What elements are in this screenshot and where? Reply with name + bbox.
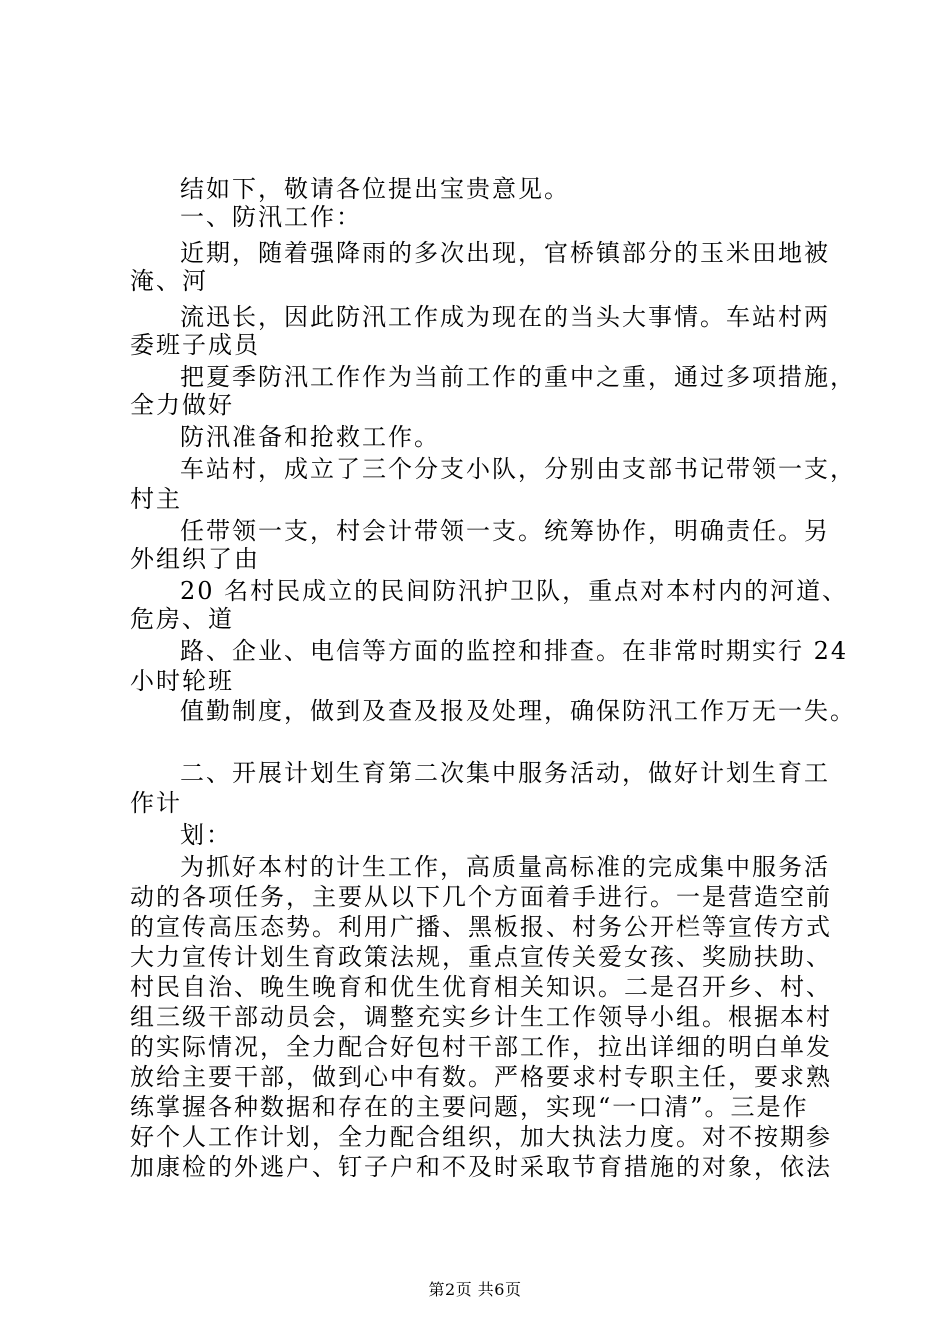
section-heading: 作计 [130,789,182,817]
text-line: 流迅长，因此防汛工作成为现在的当头大事情。车站村两 [180,303,830,331]
section-heading: 二、开展计划生育第二次集中服务活动，做好计划生育工 [180,759,830,787]
text-line: 把夏季防汛工作作为当前工作的重中之重，通过多项措施， [180,363,856,391]
text-line: 练掌握各种数据和存在的主要问题，实现“一口清”。三是作 [130,1093,809,1121]
text-line: 委班子成员 [130,331,260,359]
text-line: 为抓好本村的计生工作，高质量高标准的完成集中服务活 [180,853,830,881]
text-line: 结如下，敬请各位提出宝贵意见。 [180,175,570,203]
section-heading: 一、防汛工作： [180,203,362,231]
text-line: 外组织了由 [130,545,260,573]
text-line: 车站村，成立了三个分支小队，分别由支部书记带领一支， [180,455,856,483]
text-line: 任带领一支，村会计带领一支。统筹协作，明确责任。另 [180,517,830,545]
text-line: 村主 [130,485,182,513]
text-line: 全力做好 [130,391,234,419]
text-line: 大力宣传计划生育政策法规，重点宣传关爱女孩、奖励扶助、 [130,943,832,971]
text-line: 危房、道 [130,605,234,633]
text-line: 路、企业、电信等方面的监控和排查。在非常时期实行 24 [180,637,849,665]
page-number-footer: 第2页 共6页 [428,1280,522,1299]
text-line: 20 名村民成立的民间防汛护卫队，重点对本村内的河道、 [180,577,849,605]
text-line: 加康检的外逃户、钉子户和不及时采取节育措施的对象，依法 [130,1153,832,1181]
text-line: 近期，随着强降雨的多次出现，官桥镇部分的玉米田地被 [180,239,830,267]
text-line: 好个人工作计划，全力配合组织，加大执法力度。对不按期参 [130,1123,832,1151]
text-line: 组三级干部动员会，调整充实乡计生工作领导小组。根据本村 [130,1003,832,1031]
text-line: 淹、河 [130,267,208,295]
text-line: 防汛准备和抢救工作。 [180,423,440,451]
text-line: 的宣传高压态势。利用广播、黑板报、村务公开栏等宣传方式 [130,913,832,941]
text-line: 值勤制度，做到及查及报及处理，确保防汛工作万无一失。 [180,697,856,725]
text-line: 小时轮班 [130,667,234,695]
text-line: 动的各项任务，主要从以下几个方面着手进行。一是营造空前 [130,883,832,911]
text-line: 放给主要干部，做到心中有数。严格要求村专职主任，要求熟 [130,1063,832,1091]
text-line: 的实际情况，全力配合好包村干部工作，拉出详细的明白单发 [130,1033,832,1061]
text-line: 村民自治、晚生晚育和优生优育相关知识。二是召开乡、村、 [130,973,832,1001]
section-heading: 划： [180,821,232,849]
